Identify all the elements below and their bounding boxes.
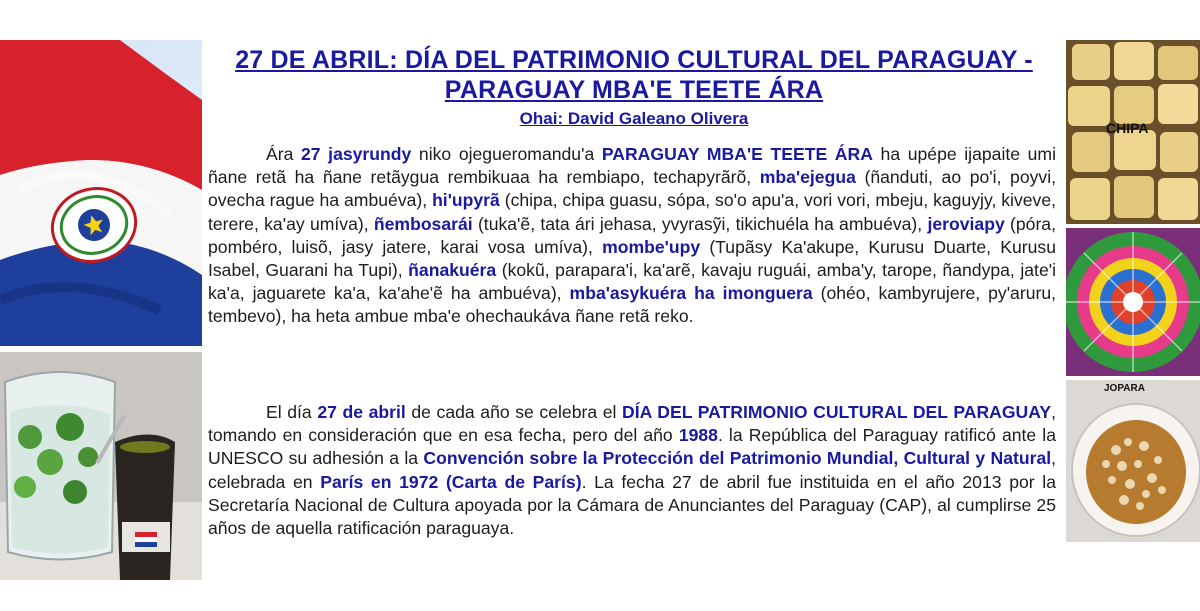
- text-run: (Tupãsy Ka'akupe, Kurusu Duarte, Kurusu Isabel, Guarani ha Tupi),: [208, 236, 1056, 281]
- text-run: (kokũ, parapara'i, ka'arẽ, kavaju ruguái, amba'y, tarope, ñandypa, jate'i ka'a, jaguarete ka'a, ka'ahe'ẽ ha ambuéva),: [208, 260, 1056, 304]
- bold-term: ñanakuéra: [408, 260, 497, 281]
- author-line: Ohai: David Galeano Olivera: [519, 109, 749, 128]
- paragraph-guarani: [208, 143, 1056, 329]
- text-run: (ñanduti, ao po'i, poyvi, ovecha rague ha ambuéva),: [208, 167, 1056, 211]
- chipa-label: CHIPA: [1106, 120, 1149, 136]
- text-run: (póra, pombéro, luisõ, jasy jatere, karai vosa umíva),: [208, 213, 1056, 257]
- paraguay-flag-photo: [0, 40, 202, 346]
- bold-term: PARAGUAY MBA'E TEETE ÁRA: [601, 144, 873, 164]
- text-run: , tomando en consideración que en esa fecha, pero del año: [208, 402, 1056, 446]
- text-run: El día: [266, 402, 318, 422]
- text-run: (chipa, chipa guasu, sópa, so'o apu'a, vori vori, mbeju, kaguyjy, kiveve, terere, ka'ay umíva),: [208, 190, 1057, 234]
- bold-term: mba'ejegua: [759, 167, 856, 188]
- text-run: niko ojegueromandu'a: [411, 144, 602, 164]
- bold-term: 1988: [678, 425, 718, 446]
- bold-term: mba'asykuéra ha imonguera: [569, 283, 813, 304]
- bold-term: mombe'upy: [602, 236, 701, 257]
- chipa-photo: [1066, 40, 1200, 224]
- text-run: (tuka'ẽ, tata ári jehasa, yvyrasỹi, tikichuéla ha ambuéva),: [472, 213, 928, 234]
- text-run: de cada año se celebra el: [405, 402, 623, 422]
- bold-term: DÍA DEL PATRIMONIO CULTURAL DEL PARAGUAY: [622, 402, 1052, 422]
- text-run: . La fecha 27 de abril fue instituida en el año 2013 por la Secretaría Nacional de Cultura apoyada por la Cámara de Anunciantes del Paraguay (CAP), al cumplirse 25 años de aquella ratificación paraguaya.: [208, 471, 1057, 539]
- paragraph-spanish: [208, 401, 1056, 540]
- text-run: , celebrada en: [208, 448, 1057, 492]
- text-run: (ohéo, kambyrujere, py'aruru, tembevo), ha heta ambue mba'e ohechaukáva ñane retã reko.: [208, 283, 1057, 327]
- jopara-label: JOPARA: [1104, 383, 1145, 394]
- text-run: ha upépe ijapaite umi ñane retã ha ñane retãygua rembikuaa ha rembiapo, techapyrãrõ,: [208, 144, 1056, 188]
- text-run: Ára: [266, 144, 301, 164]
- bold-term: 27 jasyrundy: [301, 144, 412, 164]
- bold-term: París en 1972 (Carta de París): [320, 471, 582, 492]
- bold-term: hi'upyrã: [432, 190, 500, 211]
- bold-term: Convención sobre la Protección del Patrimonio Mundial, Cultural y Natural: [423, 448, 1052, 469]
- bold-term: jeroviapy: [927, 213, 1005, 234]
- bold-term: ñembosarái: [373, 213, 473, 234]
- text-run: . la República del Paraguay ratificó ante la UNESCO su adhesión a la: [208, 425, 1056, 469]
- bold-term: 27 de abril: [317, 402, 406, 422]
- terere-photo: [0, 352, 202, 580]
- nanduti-photo: [1066, 228, 1200, 376]
- page-title: 27 DE ABRIL: DÍA DEL PATRIMONIO CULTURAL DEL PARAGUAY - PARAGUAY MBA'E TEETE ÁRA: [235, 46, 1033, 104]
- jopara-photo: [1066, 380, 1200, 542]
